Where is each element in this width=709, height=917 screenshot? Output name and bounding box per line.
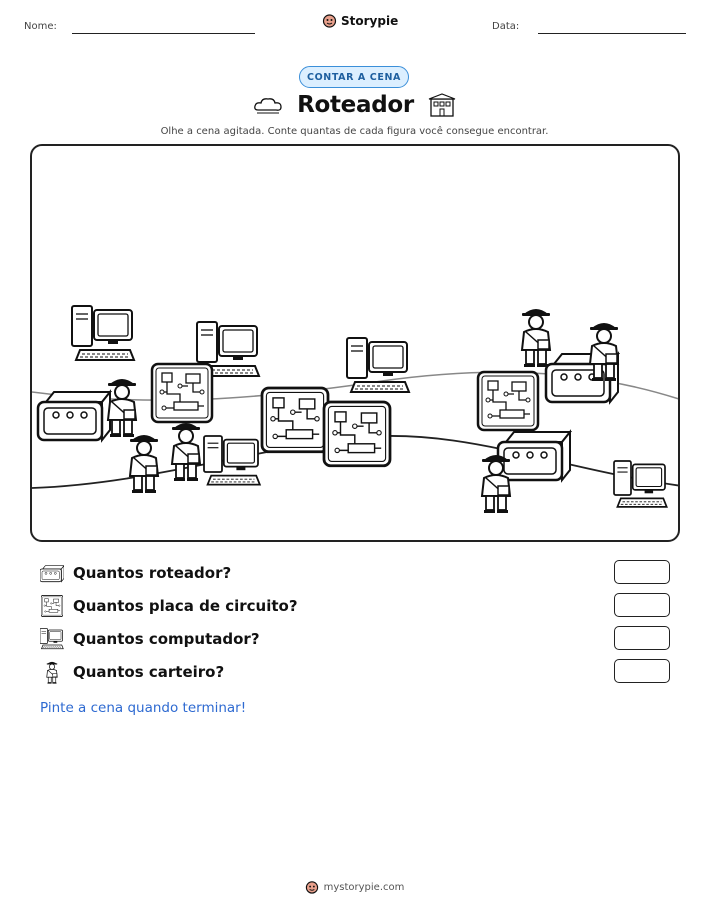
finish-instruction: Pinte a cena quando terminar! [40, 700, 247, 716]
circuit-board-4 [478, 372, 538, 430]
question-text: Quantos placa de circuito? [73, 597, 298, 615]
question-row-mail-carrier [40, 659, 670, 685]
title-row [0, 92, 709, 118]
answer-box-computer[interactable] [614, 626, 670, 650]
storypie-logo-icon [305, 880, 319, 894]
brand-logo [322, 13, 398, 28]
computer-3 [347, 338, 409, 392]
cloud-icon [253, 95, 283, 115]
circuit-board-1 [152, 364, 212, 422]
name-label: Nome: [24, 21, 57, 32]
question-row-circuit-board [40, 593, 670, 619]
circuit-board-3 [324, 402, 390, 466]
mail-carrier-3 [172, 423, 200, 481]
search-scene [30, 144, 680, 542]
question-row-computer [40, 626, 670, 652]
question-text: Quantos carteiro? [73, 663, 225, 681]
circuit-board-2 [262, 388, 328, 452]
question-text: Quantos roteador? [73, 564, 232, 582]
footer [0, 880, 709, 894]
router-1 [38, 392, 110, 440]
mail-carrier-2 [130, 435, 158, 493]
answer-box-mail-carrier[interactable] [614, 659, 670, 683]
mail-carrier-4 [522, 309, 550, 367]
router-icon [40, 561, 64, 585]
activity-badge: CONTAR A CENA [299, 66, 409, 88]
instructions: Olhe a cena agitada. Conte quantas de cada figura você consegue encontrar. [160, 126, 549, 137]
computer-5 [614, 461, 667, 507]
date-line[interactable] [538, 33, 686, 34]
computer-1 [72, 306, 134, 360]
building-icon [428, 93, 456, 117]
router-3 [498, 432, 570, 480]
name-line[interactable] [72, 33, 255, 34]
storypie-logo-icon [322, 13, 337, 28]
circuit-board-icon [40, 594, 64, 618]
date-label: Data: [492, 21, 520, 32]
mail-carrier-icon [40, 660, 64, 684]
page-title: Roteador [297, 92, 414, 118]
mail-carrier-1 [108, 379, 136, 437]
question-text: Quantos computador? [73, 630, 260, 648]
answer-box-router[interactable] [614, 560, 670, 584]
computer-icon [40, 627, 64, 651]
computer-4 [204, 436, 260, 485]
answer-box-circuit-board[interactable] [614, 593, 670, 617]
brand-name: Storypie [341, 13, 399, 28]
question-row-router [40, 560, 670, 586]
footer-url[interactable]: mystorypie.com [323, 881, 405, 893]
